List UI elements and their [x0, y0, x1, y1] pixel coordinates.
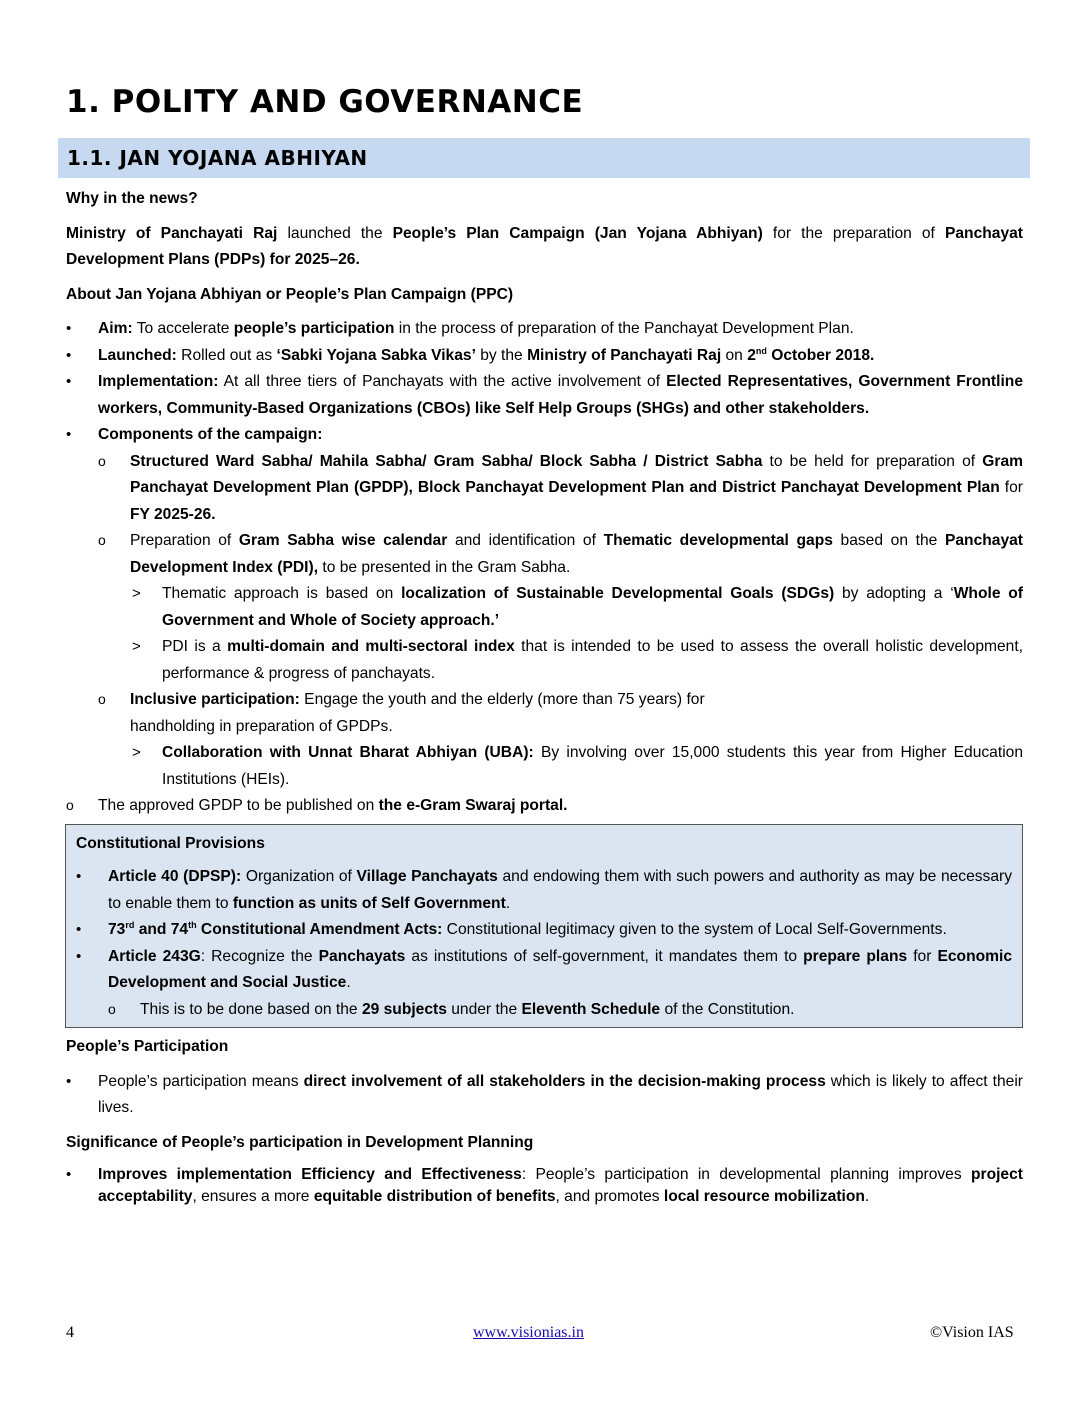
page-number: 4	[66, 1324, 74, 1341]
item-text: by adopting a ‘	[834, 585, 954, 602]
item-text: to be presented in the Gram Sabha.	[318, 558, 571, 576]
item-text: and endowing them with such powers and authority as may be necessary to enable them to	[108, 868, 1013, 912]
item-text: .	[864, 1188, 870, 1205]
list-item-aim	[66, 316, 1023, 343]
sub-component-item	[130, 634, 1023, 687]
item-bold: Constitutional Amendment Acts:	[196, 921, 443, 938]
intro-bold: Ministry of Panchayati Raj	[66, 224, 278, 242]
section-header-bar	[58, 138, 1030, 178]
item-bold: function as units of Self Government	[232, 894, 506, 912]
item-label: Implementation:	[98, 373, 219, 390]
item-bold: Panchayats	[318, 947, 406, 965]
item-text: and identification of	[447, 532, 604, 549]
item-bold: ‘Sabki Yojana Sabka Vikas’	[276, 346, 476, 364]
list-item	[66, 1164, 1023, 1208]
item-text: , and promotes	[555, 1188, 664, 1205]
item-bold: Article 40 (DPSP):	[108, 868, 242, 885]
sub-component-item	[130, 740, 1023, 793]
why-in-news-heading: Why in the news?	[66, 190, 198, 207]
item-label: Aim:	[98, 320, 133, 337]
item-bold: localization of Sustainable Developmental Goals (SDGs)	[401, 585, 835, 602]
item-bold: the e-Gram Swaraj portal.	[378, 797, 568, 814]
item-text: for	[999, 479, 1023, 496]
item-bold: Economic Development and Social Justice	[108, 947, 1012, 991]
item-bold: Structured Ward Sabha/ Mahila Sabha/ Gram Sabha/ Block Sabha / District Sabha	[130, 452, 763, 470]
significance-heading: Significance of People’s participation in Development Planning	[66, 1133, 534, 1151]
spacer	[66, 1122, 1023, 1130]
item-text: : People’s participation in developmental planning improves	[521, 1166, 971, 1183]
item-text: which is likely to affect their lives.	[98, 1072, 1024, 1116]
item-bold: FY 2025-26.	[130, 505, 216, 523]
item-bold: Collaboration with Unnat Bharat Abhiyan (UBA):	[162, 744, 534, 761]
item-bold: multi-domain and multi-sectoral index	[227, 638, 515, 655]
item-bold: Inclusive participation:	[130, 691, 300, 708]
ordinal-suffix: rd	[125, 919, 135, 930]
item-bold: local resource mobilization	[663, 1188, 865, 1205]
sub-component-item	[130, 581, 1023, 634]
item-text: Organization of	[241, 868, 357, 885]
copyright-text: ©Vision IAS	[930, 1324, 1014, 1341]
item-text: , ensures a more	[192, 1188, 314, 1205]
item-bold: Article 243G	[108, 947, 201, 965]
item-text: The approved GPDP to be published on	[98, 797, 379, 814]
item-text: as institutions of self-government, it mandates them to	[405, 947, 804, 965]
intro-bold: Panchayat Development Plans (PDPs) for 2025–26.	[66, 224, 1023, 268]
item-text: in the process of preparation of the Panchayat Development Plan.	[394, 320, 854, 337]
item-bold: and 74	[134, 921, 189, 938]
provision-sub-item	[108, 997, 1012, 1024]
intro-bold: People’s Plan Campaign (Jan Yojana Abhiyan)	[392, 224, 763, 242]
intro-text: launched the	[277, 224, 393, 242]
item-text: At all three tiers of Panchayats with the active involvement of	[218, 373, 667, 390]
item-text: Thematic approach is based on	[162, 585, 402, 602]
participation-list	[66, 1069, 1023, 1122]
section-title: 1.1. JAN YOJANA ABHIYAN	[67, 146, 368, 170]
component-item	[98, 528, 1023, 687]
item-text: People’s participation means	[98, 1072, 304, 1090]
item-bold: prepare plans	[803, 947, 908, 965]
item-text: This is to be done based on the	[140, 1000, 362, 1018]
item-bold: Whole of Government and Whole of Society approach.’	[162, 585, 1023, 629]
website-link[interactable]: www.visionias.in	[473, 1324, 584, 1341]
item-text: PDI is a	[162, 638, 228, 655]
significance-list	[66, 1164, 1023, 1208]
item-text: Preparation of	[130, 532, 239, 549]
item-bold: people’s participation	[233, 320, 395, 337]
components-list-tail	[66, 793, 1023, 820]
item-label: Launched:	[98, 346, 177, 364]
item-bold: Thematic developmental gaps	[603, 532, 833, 549]
item-text: under the	[446, 1000, 522, 1018]
participation-heading: People’s Participation	[66, 1038, 229, 1055]
item-text: Constitutional legitimacy given to the system of Local Self-Governments.	[442, 921, 947, 938]
list-item-components	[66, 422, 1023, 793]
about-list	[66, 316, 1023, 793]
item-bold: Village Panchayats	[356, 868, 498, 885]
item-bold: Gram Sabha wise calendar	[238, 532, 448, 549]
item-text: that is intended to be used to assess the overall holistic development, performance & progress of panchayats.	[162, 638, 1023, 682]
item-text: based on the	[832, 532, 945, 549]
ordinal-suffix: nd	[755, 345, 767, 356]
list-item-launched	[66, 343, 1023, 370]
provisions-list	[76, 864, 1012, 1023]
list-item-implementation	[66, 369, 1023, 422]
item-bold: Panchayat Development Index (PDI),	[130, 532, 1023, 576]
item-bold: 73	[108, 921, 126, 938]
item-text: on	[721, 346, 748, 364]
sub-component-list	[130, 581, 1023, 687]
item-bold: Eleventh Schedule	[521, 1000, 661, 1018]
provision-item	[76, 917, 1012, 944]
item-bold: equitable distribution of benefits	[313, 1188, 556, 1205]
item-text: .	[346, 974, 351, 991]
ordinal-suffix: th	[188, 919, 197, 930]
item-bold: 2	[747, 346, 756, 364]
item-bold: Gram Panchayat Development Plan (GPDP), Block Panchayat Development Plan and District Panchayat Development Plan	[130, 452, 1023, 496]
provision-item	[76, 864, 1012, 917]
item-text: .	[505, 894, 511, 912]
item-text: Rolled out as	[176, 346, 277, 364]
box-heading: Constitutional Provisions	[76, 834, 265, 852]
about-heading: About Jan Yojana Abhiyan or People’s Plan Campaign (PPC)	[66, 285, 514, 303]
main-content	[66, 186, 1023, 1208]
component-item	[66, 793, 1023, 820]
item-bold: October 2018.	[766, 346, 875, 364]
item-text: to be held for preparation of	[762, 452, 983, 470]
components-list	[98, 449, 1023, 794]
footer-link-wrapper	[473, 1324, 584, 1342]
item-bold: project acceptability	[98, 1166, 1023, 1205]
item-text: for	[907, 947, 938, 965]
item-bold: Ministry of Panchayati Raj	[527, 346, 722, 364]
component-item	[98, 449, 1023, 529]
item-text: by the	[475, 346, 528, 364]
item-bold: Improves implementation Efficiency and Effectiveness	[98, 1166, 522, 1183]
intro-text: for the preparation of	[762, 224, 945, 242]
item-bold: Elected Representatives, Government Frontline workers, Community-Based Organizations (CBOs) like Self Help Groups (SHGs) and other stakeholders.	[98, 373, 1023, 417]
constitutional-provisions-box	[65, 824, 1023, 1029]
item-bold: direct involvement of all stakeholders in the decision-making process	[303, 1072, 826, 1090]
item-label: Components of the campaign:	[98, 426, 323, 443]
component-item	[98, 687, 1023, 793]
intro-paragraph	[66, 221, 1023, 274]
item-text: : Recognize the	[200, 947, 319, 965]
item-text: handholding in preparation of GPDPs.	[130, 717, 393, 735]
item-text: Engage the youth and the elderly (more than 75 years) for	[299, 691, 705, 708]
chapter-title: 1. POLITY AND GOVERNANCE	[66, 84, 584, 120]
item-text: By involving over 15,000 students this year from Higher Education Institutions (HEIs).	[162, 744, 1023, 788]
provision-item	[76, 944, 1012, 1024]
item-bold: 29 subjects	[361, 1000, 447, 1018]
item-text: To accelerate	[132, 320, 234, 337]
item-text: of the Constitution.	[660, 1000, 795, 1018]
sub-component-list	[130, 740, 1023, 793]
list-item	[66, 1069, 1023, 1122]
provision-sub-list	[108, 997, 1012, 1024]
